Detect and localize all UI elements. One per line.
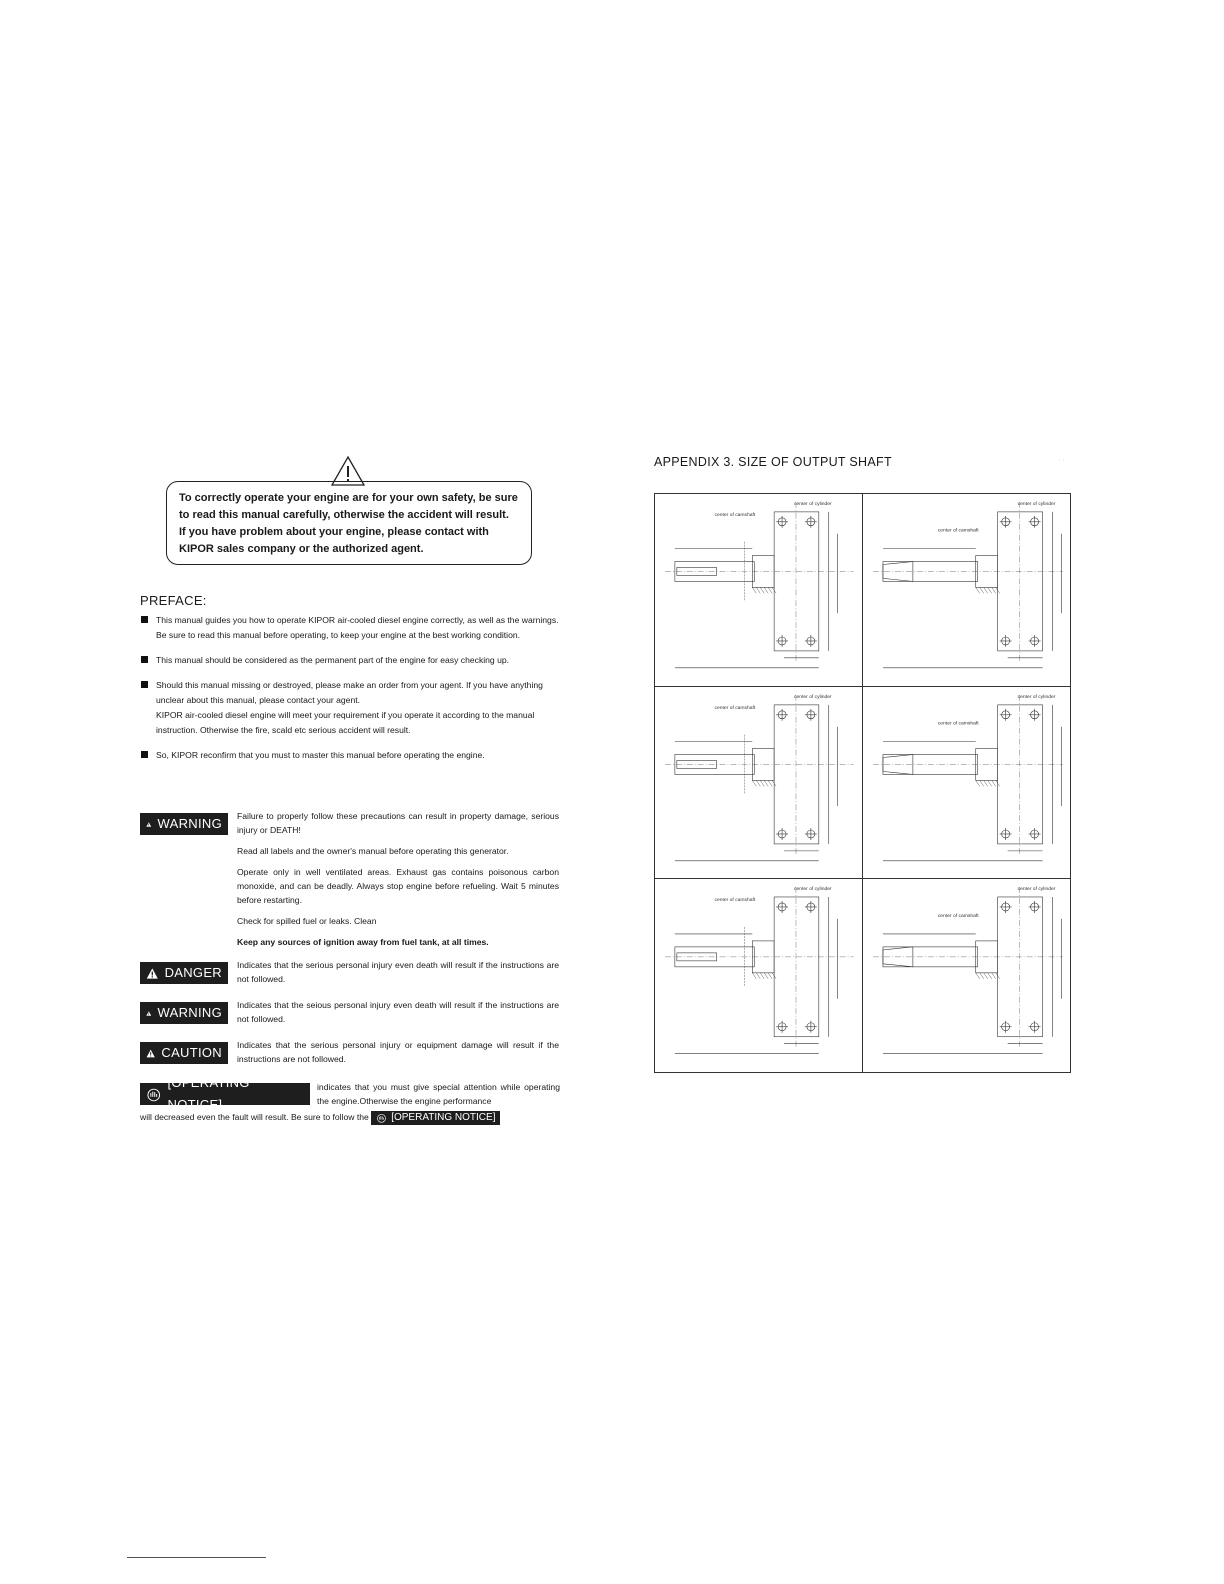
shaft-drawing	[655, 687, 862, 879]
shaft-diagram-4	[863, 687, 1071, 880]
camshaft-caption: center of camshaft	[714, 898, 756, 904]
camshaft-caption: center of camshaft	[937, 528, 979, 534]
warning-label: WARNING	[140, 813, 228, 835]
scan-mark: · ·	[1058, 457, 1065, 464]
alert-triangle-icon	[146, 966, 159, 981]
danger-label: DANGER	[140, 962, 228, 984]
footer-rule	[127, 1557, 266, 1558]
operating-notice-inline-label: [OPERATING NOTICE]	[371, 1111, 500, 1125]
danger-description: Indicates that the serious personal injury even death will result if the instructions are not followed.	[237, 960, 559, 984]
preface-title: PREFACE:	[140, 593, 207, 608]
bullet-square-icon	[141, 751, 148, 758]
list-item: So, KIPOR reconfirm that you must to master this manual before operating the engine.	[140, 748, 560, 763]
shaft-drawing	[863, 879, 1071, 1072]
alert-triangle-icon	[146, 1006, 152, 1021]
shaft-drawing	[655, 494, 862, 686]
alert-triangle-icon	[146, 817, 152, 832]
camshaft-caption: center of camshaft	[937, 721, 979, 727]
operating-notice-label: [OPERATING NOTICE]	[140, 1083, 310, 1105]
safety-notice-box	[166, 481, 532, 565]
preface-list	[140, 613, 560, 773]
safety-text-2: If you have problem about your engine, please contact with KIPOR sales company or the authorized agent.	[179, 526, 489, 555]
hand-icon	[146, 1087, 162, 1102]
cylinder-caption: center of cylinder	[793, 694, 832, 700]
warning-label-2: WARNING	[140, 1002, 228, 1024]
warning-descriptions: Failure to properly follow these precautions can result in property damage, serious injury or DEATH! Read all labels and the owner's manual before operating this generator. Operate only in well ventilated areas. Exhaust gas contains poisonous carbon monoxide, and can be deadly. Always stop engine before refueling. Wait 5 minutes before restarting. Check for spilled fuel or leaks. Clean Keep any sources of ignition away from fuel tank, at all times.	[237, 811, 559, 947]
shaft-diagram-3	[655, 687, 863, 880]
cylinder-caption: center of cylinder	[1017, 886, 1055, 893]
shaft-diagram-6	[863, 879, 1071, 1072]
camshaft-caption: center of camshaft	[937, 913, 979, 920]
cylinder-caption: center of cylinder	[793, 501, 832, 507]
shaft-drawing	[655, 879, 862, 1072]
bullet-square-icon	[141, 681, 148, 688]
shaft-diagram-2	[863, 494, 1071, 687]
appendix-title: APPENDIX 3. SIZE OF OUTPUT SHAFT	[654, 455, 892, 469]
list-item: Should this manual missing or destroyed, please make an order from your agent. If you have anything unclear about this manual, please contact your agent. KIPOR air-cooled diesel engine will meet your requirement if you operate it according to the manual instruction. Otherwise the fire, scald etc serious accident will result.	[140, 678, 560, 738]
shaft-drawing	[863, 687, 1071, 879]
list-item: This manual should be considered as the permanent part of the engine for easy checking up.	[140, 653, 560, 668]
cylinder-caption: center of cylinder	[1017, 694, 1055, 700]
shaft-drawing	[863, 494, 1071, 686]
shaft-diagram-grid	[654, 493, 1071, 1073]
warning2-description: Indicates that the seious personal injury even death will result if the instructions are not followed.	[237, 1000, 559, 1024]
caution-label: CAUTION	[140, 1042, 228, 1064]
hand-icon	[376, 1113, 387, 1123]
camshaft-caption: center of camshaft	[714, 512, 756, 518]
notice-description: indicates that you must give special attention while operating the engine.Otherwise the engine performance	[317, 1082, 560, 1106]
safety-text-1: To correctly operate your engine are for your own safety, be sure to read this manual carefully, otherwise the accident will result.	[179, 492, 518, 521]
list-item: This manual guides you how to operate KIPOR air-cooled diesel engine correctly, as well as the warnings. Be sure to read this manual before operating, to keep your engine at the best working condition.	[140, 613, 560, 643]
camshaft-caption: center of camshaft	[714, 705, 756, 711]
bullet-square-icon	[141, 656, 148, 663]
alert-triangle-icon	[146, 1046, 155, 1061]
bullet-square-icon	[141, 616, 148, 623]
shaft-diagram-5	[655, 879, 863, 1072]
cylinder-caption: center of cylinder	[793, 887, 832, 893]
notice-description-2: will decreased even the fault will result. Be sure to follow the [OPERATING NOTICE]	[140, 1110, 560, 1125]
shaft-diagram-1	[655, 494, 863, 687]
cylinder-caption: center of cylinder	[1017, 501, 1055, 507]
caution-description: Indicates that the serious personal injury or equipment damage will result if the instructions are not followed.	[237, 1040, 559, 1064]
